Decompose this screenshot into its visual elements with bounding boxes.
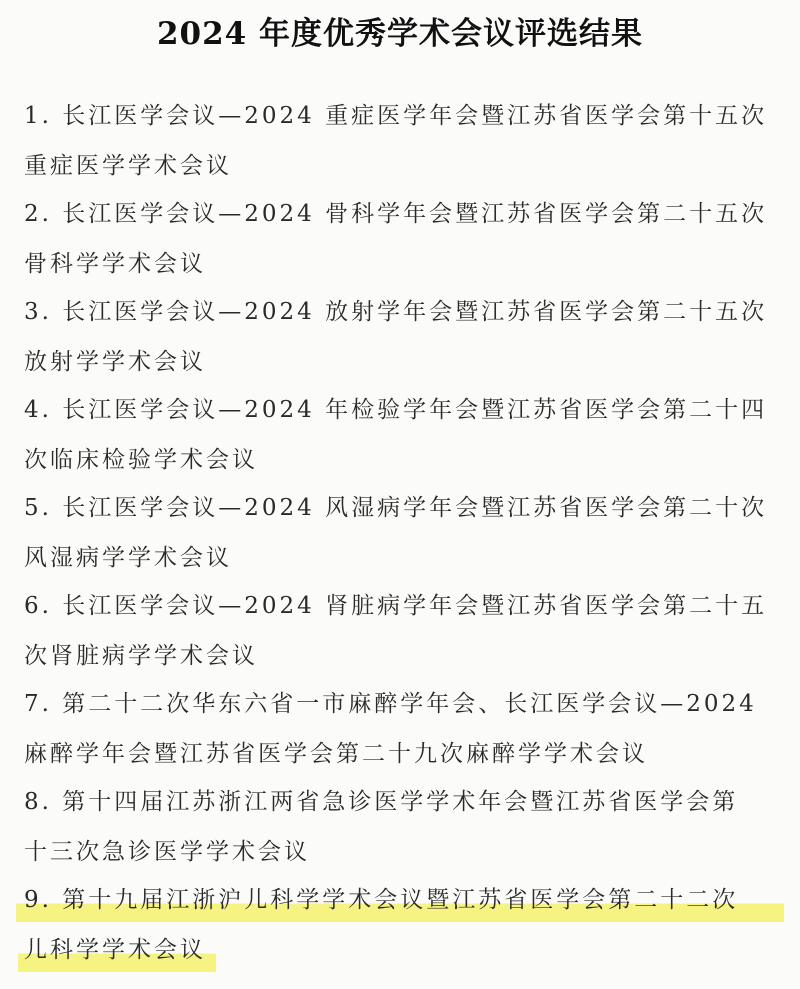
list-item-line2: 重症医学学术会议 xyxy=(24,153,232,179)
list-item-line1 xyxy=(24,680,784,730)
list-item-line2: 风湿病学学术会议 xyxy=(24,545,232,571)
list-item xyxy=(24,190,784,288)
item-text: 长江医学会议—2024 年检验学年会暨江苏省医学会第二十四 xyxy=(62,397,768,423)
list-item-line2: 儿科学学术会议 xyxy=(18,926,216,976)
item-text: 长江医学会议—2024 放射学年会暨江苏省医学会第二十五次 xyxy=(62,299,768,325)
list-item xyxy=(24,288,784,386)
list-item-line2: 十三次急诊医学学术会议 xyxy=(24,839,310,865)
list-item-line1 xyxy=(24,484,784,534)
item-text: 长江医学会议—2024 骨科学年会暨江苏省医学会第二十五次 xyxy=(62,201,768,227)
list-item-line2: 麻醉学年会暨江苏省医学会第二十九次麻醉学学术会议 xyxy=(24,741,648,767)
list-item-line2: 次临床检验学术会议 xyxy=(24,447,258,473)
item-number: 3. xyxy=(24,299,52,325)
list-item xyxy=(24,484,784,582)
list-item xyxy=(24,680,784,778)
item-text: 第二十二次华东六省一市麻醉学年会、长江医学会议—2024 xyxy=(62,691,757,717)
list-item-line2: 骨科学学术会议 xyxy=(24,251,206,277)
item-text: 长江医学会议—2024 重症医学年会暨江苏省医学会第十五次 xyxy=(62,103,768,129)
list-item-line2: 放射学学术会议 xyxy=(24,349,206,375)
page-title: 2024 年度优秀学术会议评选结果 xyxy=(156,16,644,52)
item-number: 4. xyxy=(24,397,52,423)
item-text: 第十四届江苏浙江两省急诊医学学术年会暨江苏省医学会第 xyxy=(62,789,739,815)
list-item xyxy=(24,582,784,680)
list-item-line2: 次肾脏病学学术会议 xyxy=(24,643,258,669)
list-item-line1 xyxy=(24,92,784,142)
list-item xyxy=(24,386,784,484)
list-item-line1 xyxy=(24,190,784,240)
item-number: 1. xyxy=(24,103,52,129)
item-number: 6. xyxy=(24,593,52,619)
list-item-line1 xyxy=(24,582,784,632)
item-number: 2. xyxy=(24,201,52,227)
list-item-line1 xyxy=(16,876,784,926)
list-item-line1 xyxy=(24,288,784,338)
item-number: 9. xyxy=(24,887,52,913)
item-text: 长江医学会议—2024 肾脏病学年会暨江苏省医学会第二十五 xyxy=(62,593,768,619)
item-number: 7. xyxy=(24,691,52,717)
item-number: 5. xyxy=(24,495,52,521)
results-list xyxy=(24,92,784,974)
list-item xyxy=(24,92,784,190)
list-item-line1 xyxy=(24,778,784,828)
list-item xyxy=(24,778,784,876)
item-text: 第十九届江浙沪儿科学学术会议暨江苏省医学会第二十二次 xyxy=(62,887,739,913)
item-number: 8. xyxy=(24,789,52,815)
item-text: 长江医学会议—2024 风湿病学年会暨江苏省医学会第二十次 xyxy=(62,495,768,521)
list-item-highlighted xyxy=(24,876,784,974)
list-item-line1 xyxy=(24,386,784,436)
